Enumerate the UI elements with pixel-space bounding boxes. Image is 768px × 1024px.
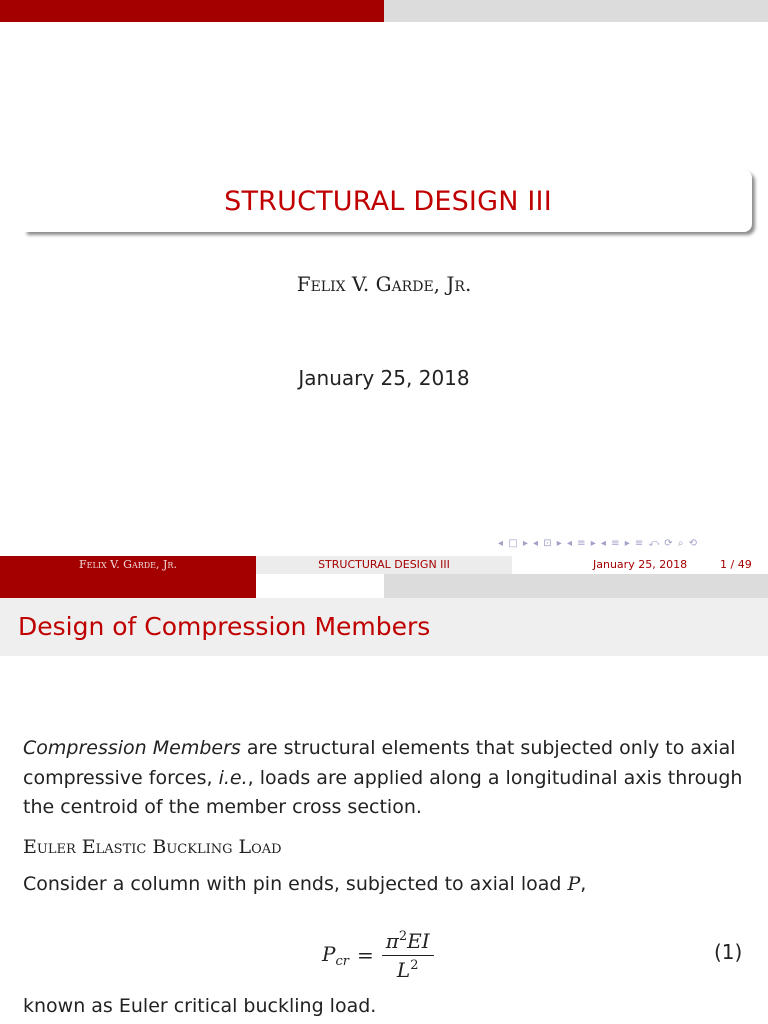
header-bar-left: [0, 0, 384, 22]
equation-equals: =: [356, 943, 374, 967]
equation-number: (1): [714, 940, 743, 964]
term-compression-members: Compression Members: [23, 737, 241, 759]
footer-gray-block: [384, 574, 768, 598]
footer-date: January 25, 2018: [593, 558, 688, 571]
consider-text: Consider a column with pin ends, subjected to axial load: [23, 873, 568, 895]
fraction-denominator: $L^2$: [396, 957, 419, 982]
known-as-sentence: known as Euler critical buckling load.: [23, 995, 377, 1017]
footer-title: STRUCTURAL DESIGN III: [256, 556, 512, 574]
paragraph-text-2: , loads are applied along a longitudinal axis through the centroid of the member cross section.: [23, 766, 743, 818]
title-box: [24, 170, 752, 232]
presentation-date: January 25, 2018: [298, 366, 470, 390]
section-heading: Euler Elastic Buckling Load: [23, 836, 282, 858]
slide-title: STRUCTURAL DESIGN III: [224, 185, 552, 217]
euler-equation: [322, 922, 434, 988]
frame-title: Design of Compression Members: [18, 612, 431, 641]
author-name: Felix V. Garde, Jr.: [296, 272, 472, 296]
equation-lhs: $P_{cr}$: [322, 941, 349, 969]
consider-sentence: [23, 873, 586, 895]
variable-p: P: [567, 873, 581, 895]
beamer-navigation-icons[interactable]: ◂ □ ▸ ◂ ⊡ ▸ ◂ ≡ ▸ ◂ ≡ ▸ ≡ ⤺ ⟳ ⌕ ⟲: [498, 538, 699, 549]
equation-fraction: [382, 929, 434, 982]
consider-end: ,: [580, 873, 587, 895]
footer-page-number: 1 / 49: [720, 558, 752, 571]
term-ie: i.e.: [218, 766, 248, 789]
footer-author: Felix V. Garde, Jr.: [79, 558, 177, 571]
paragraph-text-1: are structural elements that subjected only to axial compressive forces,: [23, 737, 736, 789]
definition-paragraph: [23, 734, 753, 823]
header-bar-right: [384, 0, 768, 22]
fraction-numerator: $\pi^2EI$: [382, 929, 434, 956]
